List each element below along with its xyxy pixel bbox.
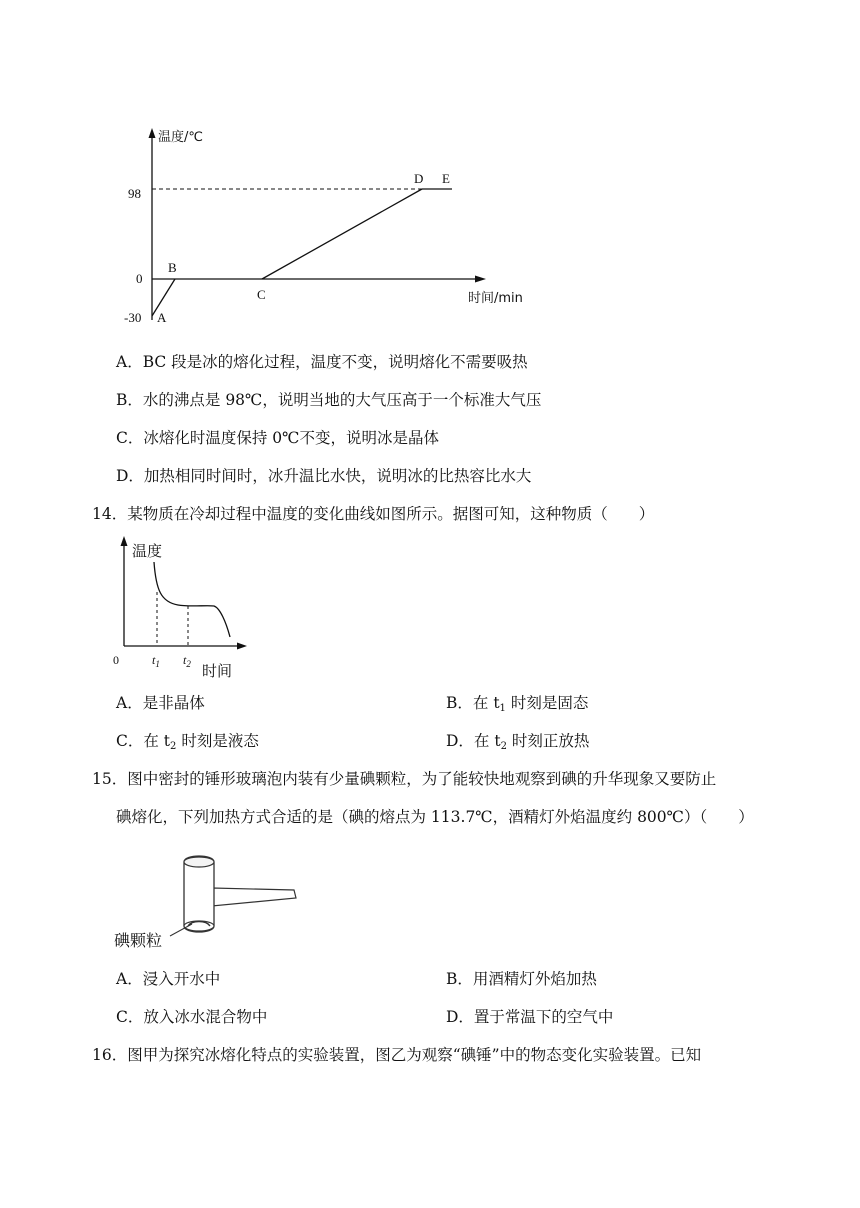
hammer-handle [212,888,296,906]
q16-stem-line1: 16．图甲为探究冰熔化特点的实验装置，图乙为观察“碘锤”中的物态变化实验装置。已知 [92,1046,702,1064]
x-axis-arrow [475,276,486,283]
iodine-label: 碘颗粒 [114,931,163,950]
q14-option-c: C．在 $t_2$ 时刻是液态 [116,732,259,752]
q13-temperature-graph [124,120,550,335]
segment-cd [262,189,422,279]
t1-label: $t_1$ [152,653,160,669]
q13-option-d: D．加热相同时间时，冰升温比水快，说明冰的比热容比水大 [116,467,532,485]
cooling-curve-line [154,562,230,637]
point-d-label: D [414,171,424,186]
point-a-label: A [157,310,167,325]
q13-option-c: C．冰熔化时温度保持 0℃不变，说明冰是晶体 [116,429,439,447]
x-axis-arrow [237,643,247,650]
origin-label: 0 [113,653,119,667]
tick-98: 98 [128,186,141,201]
q15-iodine-hammer-figure [108,848,308,953]
q13-option-a: A．BC 段是冰的熔化过程，温度不变，说明熔化不需要吸热 [116,353,528,371]
q15-stem-line2: 碘熔化，下列加热方式合适的是（碘的熔点为 113.7℃，酒精灯外焰温度约 800℃）（ ） [116,808,754,826]
x-axis-label: 时间 [202,662,233,680]
q15-option-c: C．放入冰水混合物中 [116,1008,268,1026]
tick-neg30: -30 [124,310,142,325]
q14-option-b: B．在 $t_1$ 时刻是固态 [446,694,589,714]
q14-cooling-curve [108,532,258,682]
y-axis-arrow [149,128,156,138]
t2-label: $t_2$ [183,653,191,669]
point-c-label: C [257,287,266,302]
q14-option-d: D．在 $t_2$ 时刻正放热 [446,732,590,752]
q15-option-d: D．置于常温下的空气中 [446,1008,614,1026]
q15-stem-line1: 15．图中密封的锤形玻璃泡内装有少量碘颗粒，为了能较快地观察到碘的升华现象又要防止 [92,770,717,788]
point-b-label: B [168,260,177,275]
q15-option-a: A．浸入开水中 [116,970,221,988]
y-axis-arrow [121,536,128,546]
q13-option-b: B．水的沸点是 98℃，说明当地的大气压高于一个标准大气压 [116,391,542,409]
q14-stem: 14．某物质在冷却过程中温度的变化曲线如图所示。据图可知，这种物质（ ） [92,505,655,523]
q14-option-a: A．是非晶体 [116,694,205,712]
q15-option-b: B．用酒精灯外焰加热 [446,970,597,988]
tick-0: 0 [136,271,143,286]
x-axis-label: 时间/min [468,291,523,306]
y-axis-label: 温度 [132,542,163,560]
point-e-label: E [442,171,450,186]
y-axis-label: 温度/℃ [158,130,203,145]
bulb-top [184,857,214,867]
